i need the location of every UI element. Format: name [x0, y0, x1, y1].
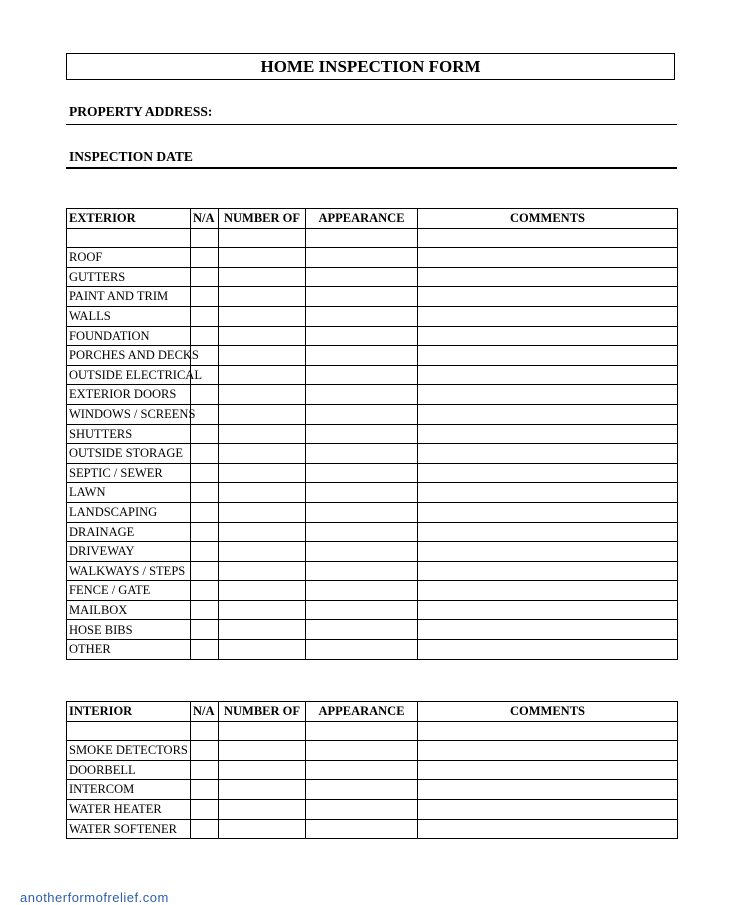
item-label: WALKWAYS / STEPS	[67, 561, 191, 581]
appearance-cell[interactable]	[306, 780, 418, 800]
item-label: DRAINAGE	[67, 522, 191, 542]
comments-header: COMMENTS	[418, 209, 678, 229]
table-row	[67, 522, 678, 542]
item-label: OUTSIDE STORAGE	[67, 444, 191, 464]
comments-cell[interactable]	[418, 502, 678, 522]
appearance-cell[interactable]	[306, 502, 418, 522]
number-of-cell[interactable]	[219, 463, 306, 483]
comments-cell[interactable]	[418, 287, 678, 307]
appearance-cell[interactable]	[306, 620, 418, 640]
watermark-text: anotherformofrelief.com	[20, 890, 169, 905]
appearance-cell[interactable]	[306, 365, 418, 385]
item-label: ROOF	[67, 248, 191, 268]
appearance-cell[interactable]	[306, 404, 418, 424]
table-row	[67, 287, 678, 307]
number-of-cell[interactable]	[219, 404, 306, 424]
appearance-cell[interactable]	[306, 267, 418, 287]
item-label: WATER SOFTENER	[67, 819, 191, 839]
number-of-cell[interactable]	[219, 741, 306, 761]
appearance-cell[interactable]	[306, 600, 418, 620]
property-address-line	[66, 124, 677, 125]
table-row	[67, 721, 678, 741]
table-row	[67, 780, 678, 800]
appearance-cell[interactable]	[306, 228, 418, 248]
table-row	[67, 228, 678, 248]
comments-cell[interactable]	[418, 326, 678, 346]
na-cell[interactable]	[191, 760, 219, 780]
na-cell[interactable]	[191, 600, 219, 620]
number-of-header: NUMBER OF	[219, 209, 306, 229]
number-of-cell[interactable]	[219, 600, 306, 620]
table-row	[67, 326, 678, 346]
na-cell[interactable]	[191, 799, 219, 819]
inspection-date-field[interactable]	[66, 144, 677, 174]
appearance-cell[interactable]	[306, 741, 418, 761]
interior-header: INTERIOR	[67, 702, 191, 722]
na-cell[interactable]	[191, 326, 219, 346]
na-cell[interactable]	[191, 780, 219, 800]
na-cell[interactable]	[191, 640, 219, 660]
na-cell[interactable]	[191, 620, 219, 640]
appearance-cell[interactable]	[306, 346, 418, 366]
appearance-cell[interactable]	[306, 287, 418, 307]
table-row	[67, 760, 678, 780]
comments-cell[interactable]	[418, 365, 678, 385]
item-label: HOSE BIBS	[67, 620, 191, 640]
item-label: SHUTTERS	[67, 424, 191, 444]
item-label: INTERCOM	[67, 780, 191, 800]
comments-cell[interactable]	[418, 819, 678, 839]
na-cell[interactable]	[191, 819, 219, 839]
number-of-cell[interactable]	[219, 620, 306, 640]
number-of-cell[interactable]	[219, 721, 306, 741]
number-of-cell[interactable]	[219, 326, 306, 346]
appearance-cell[interactable]	[306, 799, 418, 819]
na-cell[interactable]	[191, 741, 219, 761]
na-cell[interactable]	[191, 444, 219, 464]
number-of-cell[interactable]	[219, 640, 306, 660]
appearance-cell[interactable]	[306, 561, 418, 581]
table-row	[67, 365, 678, 385]
comments-cell[interactable]	[418, 228, 678, 248]
item-label: PAINT AND TRIM	[67, 287, 191, 307]
table-row	[67, 542, 678, 562]
appearance-cell[interactable]	[306, 721, 418, 741]
na-cell[interactable]	[191, 306, 219, 326]
comments-cell[interactable]	[418, 385, 678, 405]
item-label: SMOKE DETECTORS	[67, 741, 191, 761]
na-cell[interactable]	[191, 424, 219, 444]
table-row	[67, 463, 678, 483]
comments-cell[interactable]	[418, 306, 678, 326]
na-cell[interactable]	[191, 463, 219, 483]
table-row	[67, 248, 678, 268]
na-cell[interactable]	[191, 542, 219, 562]
comments-cell[interactable]	[418, 561, 678, 581]
appearance-cell[interactable]	[306, 248, 418, 268]
number-of-cell[interactable]	[219, 542, 306, 562]
na-header: N/A	[191, 209, 219, 229]
item-label	[67, 721, 191, 741]
table-row	[67, 741, 678, 761]
comments-cell[interactable]	[418, 780, 678, 800]
table-row	[67, 819, 678, 839]
number-of-cell[interactable]	[219, 365, 306, 385]
na-cell[interactable]	[191, 385, 219, 405]
comments-cell[interactable]	[418, 581, 678, 601]
comments-cell[interactable]	[418, 267, 678, 287]
table-row	[67, 620, 678, 640]
appearance-cell[interactable]	[306, 463, 418, 483]
appearance-cell[interactable]	[306, 326, 418, 346]
appearance-cell[interactable]	[306, 760, 418, 780]
na-cell[interactable]	[191, 581, 219, 601]
appearance-cell[interactable]	[306, 640, 418, 660]
number-of-cell[interactable]	[219, 760, 306, 780]
number-of-cell[interactable]	[219, 385, 306, 405]
na-cell[interactable]	[191, 248, 219, 268]
item-label: MAILBOX	[67, 600, 191, 620]
comments-cell[interactable]	[418, 522, 678, 542]
item-label: FOUNDATION	[67, 326, 191, 346]
table-row	[67, 404, 678, 424]
comments-cell[interactable]	[418, 404, 678, 424]
inspection-date-line	[66, 167, 677, 169]
comments-cell[interactable]	[418, 600, 678, 620]
property-address-label: PROPERTY ADDRESS:	[69, 104, 213, 119]
comments-cell[interactable]	[418, 721, 678, 741]
table-row	[67, 346, 678, 366]
item-label: EXTERIOR DOORS	[67, 385, 191, 405]
comments-cell[interactable]	[418, 424, 678, 444]
item-label: WATER HEATER	[67, 799, 191, 819]
appearance-cell[interactable]	[306, 581, 418, 601]
item-label: OTHER	[67, 640, 191, 660]
appearance-header: APPEARANCE	[306, 702, 418, 722]
comments-cell[interactable]	[418, 463, 678, 483]
item-label: DRIVEWAY	[67, 542, 191, 562]
number-of-cell[interactable]	[219, 522, 306, 542]
form-title	[66, 53, 675, 80]
appearance-header: APPEARANCE	[306, 209, 418, 229]
number-of-cell[interactable]	[219, 444, 306, 464]
na-cell[interactable]	[191, 502, 219, 522]
appearance-cell[interactable]	[306, 542, 418, 562]
item-label: OUTSIDE ELECTRICAL	[67, 365, 191, 385]
comments-cell[interactable]	[418, 346, 678, 366]
interior-table	[66, 701, 678, 839]
na-cell[interactable]	[191, 522, 219, 542]
table-row	[67, 640, 678, 660]
comments-cell[interactable]	[418, 542, 678, 562]
form-title-text: HOME INSPECTION FORM	[260, 56, 481, 76]
table-row	[67, 581, 678, 601]
comments-cell[interactable]	[418, 483, 678, 503]
appearance-cell[interactable]	[306, 424, 418, 444]
number-of-cell[interactable]	[219, 502, 306, 522]
number-of-cell[interactable]	[219, 228, 306, 248]
table-row	[67, 444, 678, 464]
number-of-cell[interactable]	[219, 799, 306, 819]
na-cell[interactable]	[191, 561, 219, 581]
number-of-cell[interactable]	[219, 424, 306, 444]
comments-cell[interactable]	[418, 248, 678, 268]
comments-cell[interactable]	[418, 640, 678, 660]
item-label: DOORBELL	[67, 760, 191, 780]
table-row	[67, 385, 678, 405]
table-row	[67, 306, 678, 326]
number-of-cell[interactable]	[219, 561, 306, 581]
number-of-cell[interactable]	[219, 819, 306, 839]
item-label: PORCHES AND DECKS	[67, 346, 191, 366]
na-cell[interactable]	[191, 721, 219, 741]
appearance-cell[interactable]	[306, 483, 418, 503]
exterior-header: EXTERIOR	[67, 209, 191, 229]
item-label: GUTTERS	[67, 267, 191, 287]
number-of-cell[interactable]	[219, 248, 306, 268]
inspection-date-label: INSPECTION DATE	[69, 149, 193, 164]
comments-cell[interactable]	[418, 741, 678, 761]
item-label: LAWN	[67, 483, 191, 503]
table-row	[67, 600, 678, 620]
appearance-cell[interactable]	[306, 306, 418, 326]
item-label: WALLS	[67, 306, 191, 326]
comments-header: COMMENTS	[418, 702, 678, 722]
item-label: WINDOWS / SCREENS	[67, 404, 191, 424]
number-of-cell[interactable]	[219, 287, 306, 307]
appearance-cell[interactable]	[306, 385, 418, 405]
na-cell[interactable]	[191, 483, 219, 503]
item-label: SEPTIC / SEWER	[67, 463, 191, 483]
table-row	[67, 267, 678, 287]
na-header: N/A	[191, 702, 219, 722]
number-of-header: NUMBER OF	[219, 702, 306, 722]
na-cell[interactable]	[191, 287, 219, 307]
number-of-cell[interactable]	[219, 346, 306, 366]
number-of-cell[interactable]	[219, 267, 306, 287]
number-of-cell[interactable]	[219, 581, 306, 601]
na-cell[interactable]	[191, 228, 219, 248]
item-label: FENCE / GATE	[67, 581, 191, 601]
table-row	[67, 424, 678, 444]
exterior-table	[66, 208, 678, 660]
table-row	[67, 561, 678, 581]
table-row	[67, 483, 678, 503]
item-label	[67, 228, 191, 248]
comments-cell[interactable]	[418, 799, 678, 819]
table-row	[67, 502, 678, 522]
comments-cell[interactable]	[418, 444, 678, 464]
property-address-field[interactable]	[66, 98, 677, 128]
exterior-header-row	[67, 209, 678, 229]
number-of-cell[interactable]	[219, 306, 306, 326]
appearance-cell[interactable]	[306, 444, 418, 464]
na-cell[interactable]	[191, 267, 219, 287]
comments-cell[interactable]	[418, 620, 678, 640]
table-row	[67, 799, 678, 819]
appearance-cell[interactable]	[306, 522, 418, 542]
appearance-cell[interactable]	[306, 819, 418, 839]
item-label: LANDSCAPING	[67, 502, 191, 522]
number-of-cell[interactable]	[219, 483, 306, 503]
interior-header-row	[67, 702, 678, 722]
comments-cell[interactable]	[418, 760, 678, 780]
number-of-cell[interactable]	[219, 780, 306, 800]
